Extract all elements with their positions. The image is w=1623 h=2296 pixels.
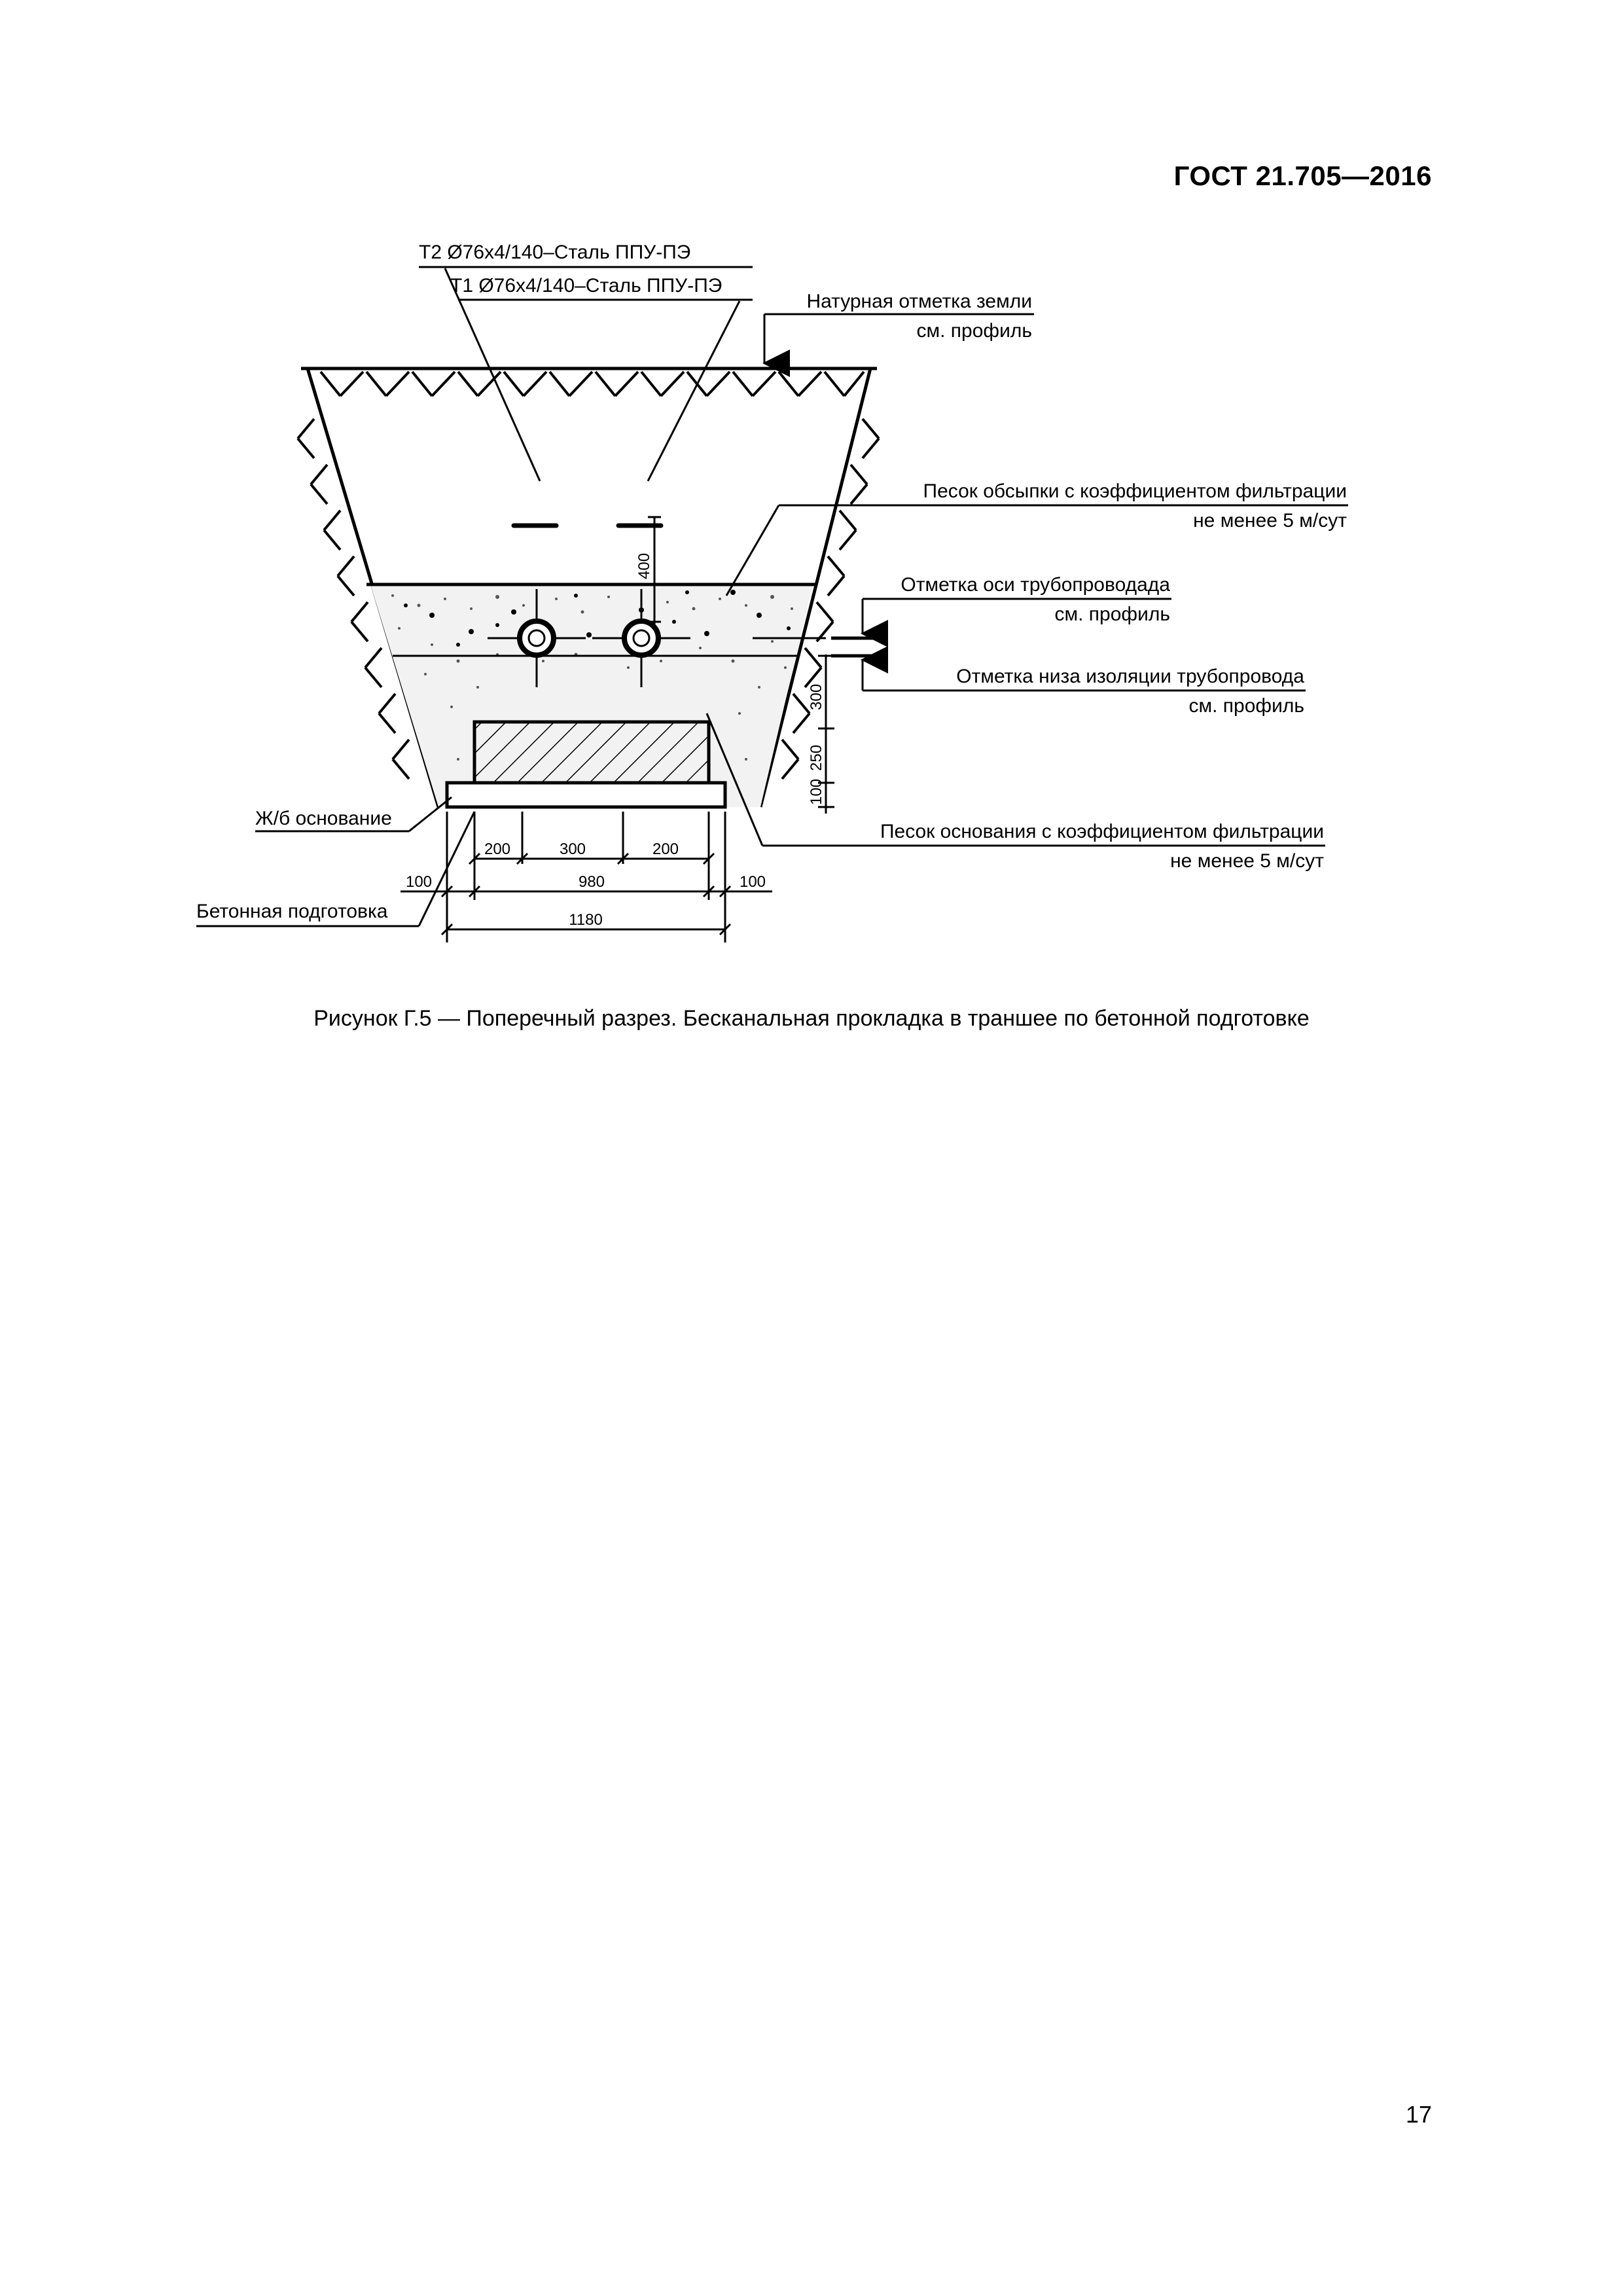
dim-200-left: 200 (484, 840, 511, 858)
page-number: 17 (1405, 2101, 1432, 2128)
dim-980: 980 (578, 873, 605, 891)
label-pipe-axis-1: Отметка оси трубопроводада (901, 574, 1170, 596)
pipe-label-leaders (419, 267, 753, 481)
label-backfill-sand-1: Песок обсыпки с коэффициентом фильтрации (923, 480, 1347, 502)
label-pipe-t1: Т1 Ø76х4/140–Сталь ППУ-ПЭ (450, 275, 722, 296)
dim-400: 400 (635, 552, 653, 579)
figure-caption: Рисунок Г.5 — Поперечный разрез. Бесканальная прокладка в траншее по бетонной подготовке (313, 1006, 1310, 1031)
label-base-sand-2: не менее 5 м/сут (1170, 850, 1324, 872)
label-insulation-bottom-2: см. профиль (1188, 695, 1304, 717)
trench-cross-section-drawing (0, 0, 1623, 982)
dim-300-horizontal: 300 (559, 840, 586, 858)
label-ground-mark-2: см. профиль (916, 320, 1032, 342)
dim-200-right: 200 (652, 840, 679, 858)
label-concrete-prep: Бетонная подготовка (196, 901, 388, 922)
ground-hatch-top (321, 372, 864, 396)
dim-300-vertical: 300 (808, 683, 825, 710)
label-rc-base: Ж/б основание (255, 808, 392, 829)
label-ground-mark-1: Натурная отметка земли (806, 291, 1032, 312)
concrete-preparation (447, 783, 725, 807)
dim-100-vertical: 100 (808, 778, 825, 805)
dim-250: 250 (808, 744, 825, 771)
label-insulation-bottom-1: Отметка низа изоляции трубопровода (956, 666, 1304, 687)
label-base-sand-1: Песок основания с коэффициентом фильтрации (880, 821, 1324, 842)
label-pipe-axis-2: см. профиль (1054, 603, 1170, 625)
dim-100-right: 100 (739, 873, 766, 891)
standard-code: ГОСТ 21.705—2016 (1173, 160, 1432, 191)
dim-100-left: 100 (405, 873, 433, 891)
label-backfill-sand-2: не менее 5 м/сут (1193, 510, 1347, 531)
label-pipe-t2: Т2 Ø76х4/140–Сталь ППУ-ПЭ (419, 242, 691, 263)
dim-1180: 1180 (569, 911, 603, 929)
rc-base (474, 722, 709, 783)
